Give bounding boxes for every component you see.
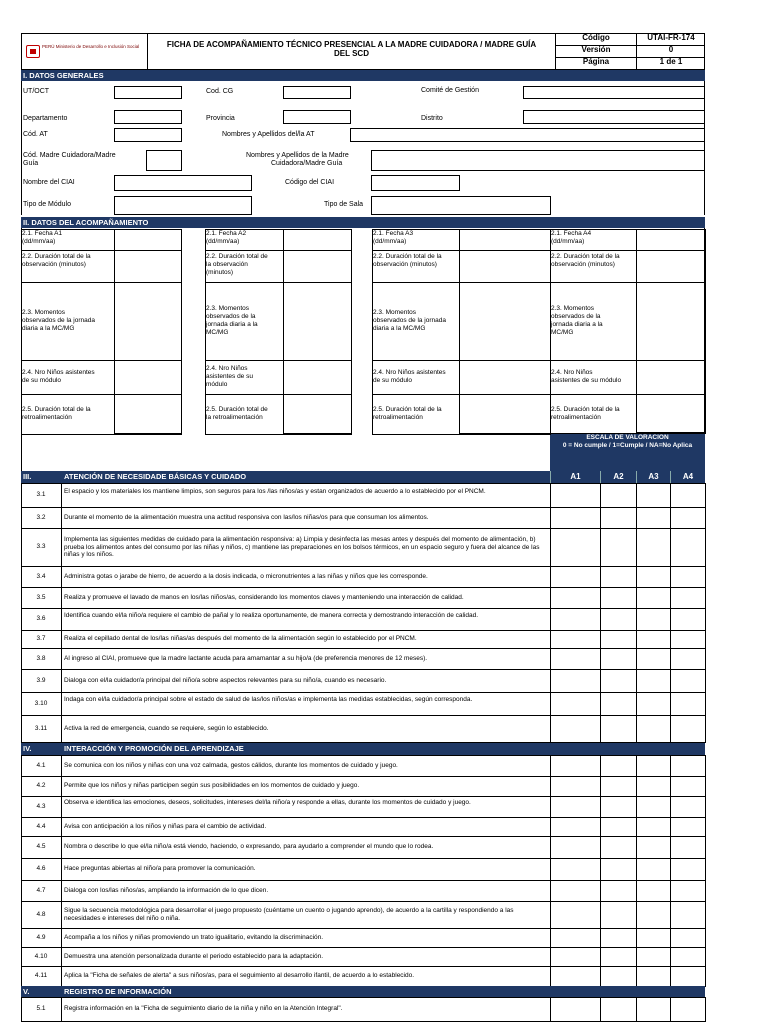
acomp-2-dur-field[interactable] <box>284 251 351 282</box>
acomp-4-dur-field[interactable] <box>637 251 705 282</box>
row-line <box>550 433 706 434</box>
acomp-2-nro-label: 2.4. Nro Niños <box>206 365 248 372</box>
acomp-1-fecha-label: (dd/mm/aa) <box>22 238 56 245</box>
section-4-number: IV. <box>23 744 32 753</box>
item-text: Sigue la secuencia metodológica para desarrollar el juego propuesto (cuéntame un cuento o jugando aprendo), de acuerdo a la cartilla y respondiendo a las necesidades e intereses del niño o niña. <box>64 907 514 922</box>
pagina-value: 1 de 1 <box>659 57 683 66</box>
item-number: 3.6 <box>36 615 46 622</box>
acomp-3-fecha-label: (dd/mm/aa) <box>373 238 407 245</box>
score-cell-a1[interactable] <box>551 529 600 566</box>
cell-divider <box>61 608 62 630</box>
score-cell-a4[interactable] <box>671 818 705 836</box>
score-cell-a2[interactable] <box>601 881 636 901</box>
acomp-1-mom-label: diaria a la MC/MG <box>22 325 75 332</box>
score-cell-a4[interactable] <box>671 998 705 1021</box>
acomp-4-mom-label: observados de la <box>551 313 601 320</box>
item-text: Administra gotas o jarabe de hierro, de acuerdo a la dosis indicada, o micronutrientes a las niñas y niños que les corresponde. <box>64 573 428 580</box>
item-text: Demuestra una atención personalizada durante el periodo establecido para la adaptación. <box>64 953 324 960</box>
cell-divider <box>61 528 62 566</box>
score-cell-a2[interactable] <box>601 777 636 796</box>
acomp-2-retro-field[interactable] <box>284 395 351 434</box>
item-text: Aplica la "Ficha de señales de alerta" a sus niños/as, para el seguimiento al desarrollo ifantil, de acuerdo a lo establecido. <box>64 972 415 979</box>
score-cell-a2[interactable] <box>601 649 636 669</box>
item-text: Identifica cuando el/la niño/a requiere el cambio de pañal y lo realiza oportunamente, de manera correcta y demostrando interacción de calidad. <box>64 612 479 619</box>
score-cell-a1[interactable] <box>551 756 600 776</box>
score-cell-a1[interactable] <box>551 631 600 648</box>
item-text: Dialoga con el/la cuidador/a principal del niño/a sobre aspectos relevantes para su niño/a, cuando es necesario. <box>64 677 387 684</box>
cell-divider <box>61 566 62 587</box>
acomp-4-mom-label: 2.3. Momentos <box>551 305 594 312</box>
acomp-1-nro-field[interactable] <box>115 361 181 394</box>
score-cell-a1[interactable] <box>551 998 600 1021</box>
tipo-sala-label: Tipo de Sala <box>324 201 364 208</box>
comite-label: Comité de Gestión <box>421 87 479 94</box>
nombres-madre-field[interactable] <box>371 150 705 171</box>
item-number: 4.2 <box>36 782 46 789</box>
score-cell-a4[interactable] <box>671 948 705 966</box>
score-cell-a3[interactable] <box>637 529 670 566</box>
cod-cg-label: Cod. CG <box>206 88 234 95</box>
score-cell-a2[interactable] <box>601 631 636 648</box>
item-number: 3.11 <box>34 725 48 732</box>
codigo-label: Código <box>582 33 610 42</box>
item-text: Nombra o describe lo que el/la niño/a está viendo, haciendo, o expresando, para ayudarlo a comprender el mundo que lo rodea. <box>64 843 434 850</box>
item-text: Registra información en la "Ficha de seguimiento diario de la niña y niño en la Atención Integral". <box>64 1005 343 1012</box>
cell-divider <box>61 587 62 608</box>
acomp-4-mom-label: jornada diaria a la <box>551 321 603 328</box>
group-divider <box>550 229 551 434</box>
acomp-1-retro-label: retroalimentación <box>22 414 72 421</box>
score-cell-a1[interactable] <box>551 902 600 928</box>
acomp-2-mom-label: jornada diaria a la <box>206 321 258 328</box>
item-number: 5.1 <box>36 1005 46 1012</box>
cell-divider <box>61 796 62 817</box>
acomp-2-nro-label: módulo <box>206 381 228 388</box>
acomp-3-nro-label: de su módulo <box>373 377 413 384</box>
acomp-4-fecha-field[interactable] <box>637 230 705 250</box>
score-cell-a4[interactable] <box>671 756 705 776</box>
score-cell-a1[interactable] <box>551 797 600 817</box>
acomp-3-mom-field[interactable] <box>460 283 550 360</box>
item-number: 3.8 <box>36 655 46 662</box>
distrito-label: Distrito <box>421 115 443 122</box>
cell-divider <box>61 507 62 528</box>
acomp-3-mom-label: 2.3. Momentos <box>373 309 416 316</box>
provincia-field[interactable] <box>283 110 351 124</box>
score-cell-a4[interactable] <box>671 716 705 742</box>
acomp-4-dur-label: 2.2. Duración total de la <box>551 253 620 260</box>
cell-divider <box>61 836 62 858</box>
acomp-1-mom-label: 2.3. Momentos <box>22 309 65 316</box>
nombres-madre-label-2: Cuidadora/Madre Guía <box>271 160 343 167</box>
cell-divider <box>61 928 62 947</box>
acomp-3-mom-label: observados de la jornada <box>373 317 446 324</box>
group-divider <box>205 229 206 434</box>
score-cell-a3[interactable] <box>637 929 670 947</box>
section-5-title: REGISTRO DE INFORMACIÓN <box>64 987 172 996</box>
score-cell-a2[interactable] <box>601 508 636 528</box>
escala-title: ESCALA DE VALORACIÓN <box>586 434 669 441</box>
acomp-4-retro-field[interactable] <box>637 395 705 434</box>
score-cell-a2[interactable] <box>601 797 636 817</box>
score-cell-a1[interactable] <box>551 948 600 966</box>
item-text: Se comunica con los niños y niñas con una voz calmada, gestos cálidos, durante los momentos de cuidado y juego. <box>64 762 398 769</box>
acomp-2-fecha-label: (dd/mm/aa) <box>206 238 240 245</box>
section-5-number: V. <box>23 987 30 996</box>
tipo-sala-field[interactable] <box>371 196 551 215</box>
cell-divider <box>61 692 62 715</box>
item-text: Durante el momento de la alimentación muestra una actitud responsiva con las/los niñas/os para que consuman los alimentos. <box>64 514 429 521</box>
group-divider <box>372 229 373 434</box>
acomp-4-fecha-label: 2.1. Fecha A4 <box>551 230 592 237</box>
score-cell-a1[interactable] <box>551 609 600 630</box>
acomp-2-mom-label: MC/MG <box>206 329 229 336</box>
distrito-field[interactable] <box>523 110 705 124</box>
cell-divider <box>61 901 62 928</box>
score-cell-a4[interactable] <box>671 777 705 796</box>
score-cell-a2[interactable] <box>601 588 636 608</box>
tipo-modulo-label: Tipo de Módulo <box>23 201 71 208</box>
nombre-ciai-label: Nombre del CIAI <box>23 179 75 186</box>
acomp-3-nro-label: 2.4. Nro Niños asistentes <box>373 369 446 376</box>
score-cell-a3[interactable] <box>637 881 670 901</box>
item-text: Activa la red de emergencia, cuando se requiere, según lo establecido. <box>64 725 269 732</box>
ut-oct-label: UT/OCT <box>23 88 50 95</box>
pagina-label: Página <box>582 57 610 66</box>
acomp-1-mom-label: observados de la jornada <box>22 317 95 324</box>
departamento-label: Departamento <box>23 115 68 122</box>
item-number: 4.4 <box>36 823 46 830</box>
cell-divider <box>61 755 62 776</box>
item-number: 3.4 <box>36 573 46 580</box>
score-cell-a1[interactable] <box>551 967 600 986</box>
item-text: El espacio y los materiales los mantiene limpios, son seguros para los /las niños/as y estan organizados de acuerdo a lo establecido por el PNCM. <box>64 488 486 495</box>
item-number: 4.1 <box>36 762 46 769</box>
score-cell-a2[interactable] <box>601 902 636 928</box>
acomp-3-retro-label: 2.5. Duración total de la <box>373 406 442 413</box>
cell-divider <box>61 483 62 507</box>
item-number: 3.3 <box>36 543 46 550</box>
row-line <box>21 434 182 435</box>
acomp-1-nro-label: de su módulo <box>22 377 62 384</box>
acomp-3-dur-label: 2.2. Duración total de la <box>373 253 442 260</box>
score-cell-a3[interactable] <box>637 818 670 836</box>
cell-divider <box>61 997 62 1021</box>
row-line <box>372 434 551 435</box>
cell-divider <box>61 947 62 966</box>
cell-divider <box>61 669 62 692</box>
score-cell-a4[interactable] <box>671 693 705 715</box>
comite-field[interactable] <box>523 86 705 99</box>
acomp-2-dur-label: 2.2. Duración total de <box>206 253 268 260</box>
score-cell-a1[interactable] <box>551 716 600 742</box>
nombre-ciai-field[interactable] <box>114 175 252 191</box>
acomp-4-nro-label: 2.4. Nro Niños <box>551 369 593 376</box>
score-cell-a4[interactable] <box>671 588 705 608</box>
acomp-3-mom-label: diaria a la MC/MG <box>373 325 426 332</box>
score-cell-a3[interactable] <box>637 609 670 630</box>
section-3-number: III. <box>23 472 32 481</box>
score-cell-a2[interactable] <box>601 967 636 986</box>
item-number: 3.9 <box>36 677 46 684</box>
score-cell-a2[interactable] <box>601 693 636 715</box>
acomp-1-dur-field[interactable] <box>115 251 181 282</box>
score-cell-a1[interactable] <box>551 588 600 608</box>
acomp-3-dur-field[interactable] <box>460 251 550 282</box>
score-cell-a1[interactable] <box>551 881 600 901</box>
nombres-madre-label: Nombres y Apellidos de la Madre <box>246 152 349 159</box>
logo-text: PERÚ Ministerio de Desarrollo e Inclusión Social <box>42 44 140 49</box>
score-cell-a3[interactable] <box>637 716 670 742</box>
cod-at-label: Cód. AT <box>23 131 48 138</box>
score-cell-a2[interactable] <box>601 670 636 692</box>
score-cell-a4[interactable] <box>671 631 705 648</box>
section-1-header: I. DATOS GENERALES <box>21 70 705 81</box>
acomp-4-mom-field[interactable] <box>637 283 705 360</box>
score-cell-a3[interactable] <box>637 797 670 817</box>
acomp-2-fecha-label: 2.1. Fecha A2 <box>206 230 247 237</box>
item-number: 3.1 <box>36 491 46 498</box>
score-cell-a3[interactable] <box>637 902 670 928</box>
item-text: Al ingreso al CIAI, promueve que la madre lactante acuda para amamantar a su hijo/a (de preferencia menores de 12 meses). <box>64 655 428 662</box>
codigo-ciai-label: Código del CIAI <box>285 179 335 186</box>
cell-divider <box>61 880 62 901</box>
ut-oct-field[interactable] <box>114 86 182 99</box>
acomp-1-dur-label: observación (minutos) <box>22 261 86 268</box>
section-4-title: INTERACCIÓN Y PROMOCIÓN DEL APRENDIZAJE <box>64 744 244 753</box>
score-cell-a4[interactable] <box>671 929 705 947</box>
score-cell-a3[interactable] <box>637 777 670 796</box>
score-cell-a3[interactable] <box>637 670 670 692</box>
cod-cg-field[interactable] <box>283 86 351 99</box>
cell-divider <box>61 630 62 648</box>
item-number: 4.6 <box>36 865 46 872</box>
section-2-header: II. DATOS DEL ACOMPAÑAMIENTO <box>21 217 705 228</box>
section-3-title: ATENCIÓN DE NECESIDADE BÁSICAS Y CUIDADO <box>64 472 247 481</box>
item-text: Observa e identifica las emociones, deseos, solicitudes, intereses del/la niño/a y responde a ellas, durante los momentos de cuidado y juego. <box>64 799 471 806</box>
acomp-1-retro-field[interactable] <box>115 395 181 434</box>
score-cell-a3[interactable] <box>637 484 670 507</box>
score-header-a1: A1 <box>550 471 600 483</box>
score-cell-a2[interactable] <box>601 837 636 858</box>
nombres-at-field[interactable] <box>350 128 705 142</box>
item-text: Dialoga con los/las niños/as, ampliando la información de lo que dicen. <box>64 887 269 894</box>
acomp-1-mom-field[interactable] <box>115 283 181 360</box>
score-cell-a1[interactable] <box>551 693 600 715</box>
peru-shield-icon <box>26 45 40 58</box>
item-text: Hace preguntas abiertas al niño/a para promover la comunicación. <box>64 865 256 872</box>
group-divider <box>181 229 182 434</box>
header-bar-fill <box>550 743 705 755</box>
score-cell-a3[interactable] <box>637 649 670 669</box>
score-cell-a1[interactable] <box>551 777 600 796</box>
acomp-3-dur-label: observación (minutos) <box>373 261 437 268</box>
score-cell-a1[interactable] <box>551 649 600 669</box>
escala-box <box>550 433 705 471</box>
acomp-1-dur-label: 2.2. Duración total de la <box>22 253 91 260</box>
item-number: 4.3 <box>36 803 46 810</box>
departamento-field[interactable] <box>114 110 182 124</box>
cell-divider <box>61 817 62 836</box>
acomp-2-dur-label: la observación <box>206 261 248 268</box>
form-title: FICHA DE ACOMPAÑAMIENTO TÉCNICO PRESENCIAL A LA MADRE CUIDADORA / MADRE GUÍA <box>166 40 537 49</box>
acomp-1-retro-label: 2.5. Duración total de la <box>22 406 91 413</box>
header-bar-fill <box>550 986 705 997</box>
codigo-ciai-field[interactable] <box>371 175 460 191</box>
cell-divider <box>61 858 62 880</box>
version-value: 0 <box>668 45 674 54</box>
item-number: 4.5 <box>36 843 46 850</box>
score-header-a2: A2 <box>600 471 636 483</box>
ministry-logo <box>26 43 144 61</box>
score-cell-a2[interactable] <box>601 998 636 1021</box>
item-number: 3.10 <box>34 700 48 707</box>
acomp-3-fecha-label: 2.1. Fecha A3 <box>373 230 414 237</box>
item-number: 4.9 <box>36 934 46 941</box>
acomp-4-dur-label: observación (minutos) <box>551 261 615 268</box>
item-number: 4.11 <box>34 972 48 979</box>
score-cell-a2[interactable] <box>601 567 636 587</box>
score-cell-a3[interactable] <box>637 837 670 858</box>
acomp-4-retro-label: 2.5. Duración total de la <box>551 406 620 413</box>
score-cell-a1[interactable] <box>551 929 600 947</box>
acomp-2-fecha-field[interactable] <box>284 230 351 250</box>
acomp-4-nro-field[interactable] <box>637 361 705 394</box>
score-cell-a4[interactable] <box>671 649 705 669</box>
cell-divider <box>61 648 62 669</box>
score-cell-a4[interactable] <box>671 609 705 630</box>
score-cell-a4[interactable] <box>671 859 705 880</box>
score-cell-a3[interactable] <box>637 948 670 966</box>
score-cell-a4[interactable] <box>671 967 705 986</box>
acomp-1-fecha-label: 2.1. Fecha A1 <box>22 230 63 237</box>
score-cell-a4[interactable] <box>671 484 705 507</box>
score-cell-a1[interactable] <box>551 567 600 587</box>
item-text: Acompaña a los niños y niñas promoviendo un trato igualitario, evitando la discriminación. <box>64 934 324 941</box>
item-text: Permite que los niños y niñas participen según sus posibilidades en los momentos de cuidado y juego. <box>64 782 360 789</box>
item-text: Avisa con anticipación a los niños y niñas para el cambio de actividad. <box>64 823 267 830</box>
score-cell-a2[interactable] <box>601 818 636 836</box>
row-line <box>205 434 352 435</box>
score-cell-a1[interactable] <box>551 508 600 528</box>
item-number: 4.8 <box>36 911 46 918</box>
acomp-4-nro-label: asistentes de su módulo <box>551 377 622 384</box>
score-cell-a4[interactable] <box>671 837 705 858</box>
acomp-3-nro-field[interactable] <box>460 361 550 394</box>
score-cell-a3[interactable] <box>637 998 670 1021</box>
acomp-2-dur-label: (minutos) <box>206 269 234 276</box>
escala-text: 0 = No cumple / 1=Cumple / NA=No Aplica <box>562 442 693 449</box>
group-divider <box>351 229 352 434</box>
cell-divider <box>61 776 62 796</box>
score-cell-a1[interactable] <box>551 670 600 692</box>
score-cell-a4[interactable] <box>671 567 705 587</box>
item-text: Indaga con el/la cuidador/a principal sobre el estado de salud de las/los niños/as e implementa las medidas establecidas, según corresponda. <box>64 696 473 703</box>
acomp-1-nro-label: 2.4. Nro Niños asistentes <box>22 369 95 376</box>
item-text: Implementa las siguientes medidas de cuidado para la alimentación responsiva: a) Limpia y desinfecta las mesas antes y después del momento de alimentación, b) prueba los alimentos antes del consumo por las niñas y niños, c) mantiene las preparaciones en los bolsos térmicos, en un espacio seguro y fuera del alcance de las niñas y los niños. <box>64 536 540 558</box>
acomp-2-mom-label: 2.3. Momentos <box>206 305 249 312</box>
item-number: 3.7 <box>36 635 46 642</box>
acomp-3-retro-field[interactable] <box>460 395 550 434</box>
item-text: Realiza el cepillado dental de los/las niñas/as después del momento de la alimentación según lo establecido por el PNCM. <box>64 635 417 642</box>
score-cell-a3[interactable] <box>637 693 670 715</box>
score-cell-a4[interactable] <box>671 881 705 901</box>
score-cell-a1[interactable] <box>551 859 600 880</box>
item-number: 3.2 <box>36 514 46 521</box>
score-cell-a4[interactable] <box>671 797 705 817</box>
codigo-value: UTAI-FR-174 <box>647 33 695 42</box>
acomp-2-mom-field[interactable] <box>284 283 351 360</box>
score-header-a4: A4 <box>670 471 705 483</box>
form-title-line2: DEL SCD <box>334 49 369 58</box>
score-cell-a2[interactable] <box>601 929 636 947</box>
cod-madre-label: Cód. Madre Cuidadora/Madre <box>23 152 116 159</box>
score-cell-a3[interactable] <box>637 567 670 587</box>
score-cell-a4[interactable] <box>671 529 705 566</box>
score-cell-a3[interactable] <box>637 967 670 986</box>
provincia-label: Provincia <box>206 115 235 122</box>
cell-divider <box>61 966 62 986</box>
score-cell-a2[interactable] <box>601 948 636 966</box>
cod-madre-field[interactable] <box>146 150 182 171</box>
acomp-2-mom-label: observados de la <box>206 313 256 320</box>
score-cell-a4[interactable] <box>671 508 705 528</box>
acomp-2-retro-label: la retroalimentación <box>206 414 263 421</box>
acomp-2-retro-label: 2.5. Duración total de <box>206 406 268 413</box>
score-cell-a2[interactable] <box>601 609 636 630</box>
tipo-modulo-field[interactable] <box>114 196 252 215</box>
cod-madre-label-2: Guía <box>23 160 39 167</box>
score-cell-a3[interactable] <box>637 588 670 608</box>
score-cell-a3[interactable] <box>637 859 670 880</box>
score-cell-a2[interactable] <box>601 716 636 742</box>
cell-divider <box>61 715 62 742</box>
cod-at-field[interactable] <box>114 128 182 142</box>
version-label: Versión <box>581 45 611 54</box>
acomp-2-nro-label: asistentes de su <box>206 373 253 380</box>
score-cell-a2[interactable] <box>601 756 636 776</box>
score-cell-a2[interactable] <box>601 529 636 566</box>
acomp-4-mom-label: MC/MG <box>551 329 574 336</box>
nombres-at-label: Nombres y Apellidos del/la AT <box>222 131 315 138</box>
acomp-1-fecha-field[interactable] <box>115 230 181 250</box>
acomp-4-fecha-label: (dd/mm/aa) <box>551 238 585 245</box>
score-cell-a2[interactable] <box>601 484 636 507</box>
score-cell-a3[interactable] <box>637 631 670 648</box>
acomp-4-retro-label: retroalimentación <box>551 414 601 421</box>
acomp-3-fecha-field[interactable] <box>460 230 550 250</box>
score-cell-a2[interactable] <box>601 859 636 880</box>
score-cell-a4[interactable] <box>671 670 705 692</box>
score-header-a3: A3 <box>636 471 670 483</box>
score-cell-a1[interactable] <box>551 818 600 836</box>
score-cell-a1[interactable] <box>551 837 600 858</box>
score-cell-a3[interactable] <box>637 756 670 776</box>
score-cell-a1[interactable] <box>551 484 600 507</box>
score-cell-a4[interactable] <box>671 902 705 928</box>
item-number: 4.7 <box>36 887 46 894</box>
item-text: Realiza y promueve el lavado de manos en los/las niños/as, considerando los momentos claves y manteniendo una interacción de calidad. <box>64 594 464 601</box>
acomp-3-retro-label: retroalimentación <box>373 414 423 421</box>
acomp-2-nro-field[interactable] <box>284 361 351 394</box>
item-number: 4.10 <box>34 953 48 960</box>
item-number: 3.5 <box>36 594 46 601</box>
score-cell-a3[interactable] <box>637 508 670 528</box>
